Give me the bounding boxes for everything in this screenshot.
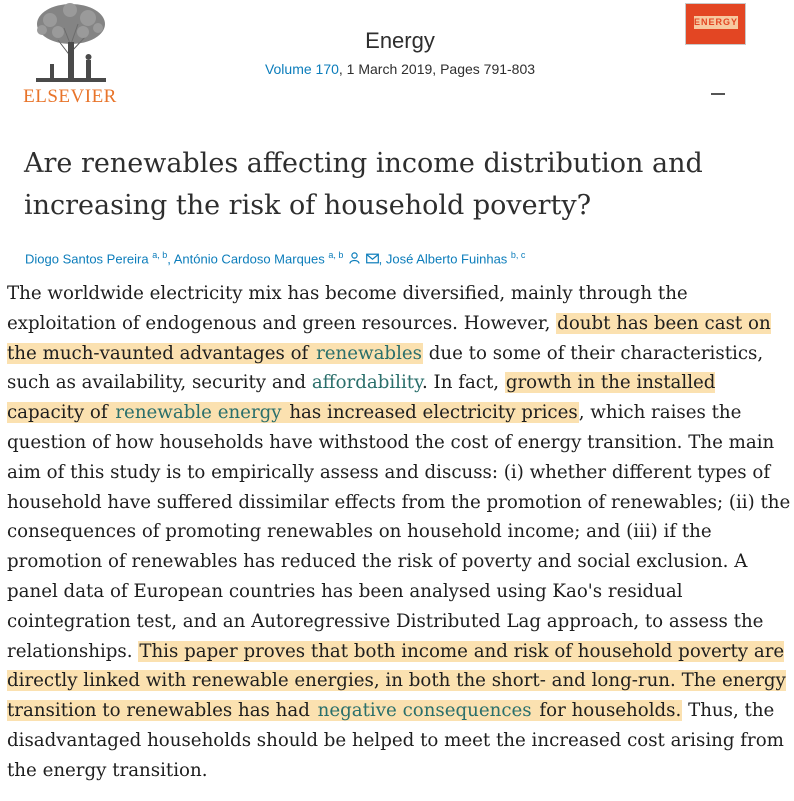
author-link[interactable]: José Alberto Fuinhas bbox=[385, 251, 508, 267]
keyword-link-renewable-energy[interactable]: renewable energy bbox=[115, 402, 282, 424]
author-list bbox=[25, 250, 785, 266]
highlighted-phrase: for households. bbox=[533, 700, 682, 722]
journal-cover-title: ENERGY bbox=[694, 17, 739, 27]
keyword-link-affordability[interactable]: affordability bbox=[311, 372, 422, 394]
publisher-name: ELSEVIER bbox=[23, 86, 117, 107]
abstract-segment: due to some of their characteristics, such as availability, security and bbox=[7, 342, 764, 394]
person-icon[interactable] bbox=[349, 252, 360, 264]
article-title: Are renewables affecting income distribution and increasing the risk of household poverty? bbox=[24, 148, 703, 221]
abstract-text bbox=[7, 279, 791, 786]
mail-icon[interactable] bbox=[366, 253, 379, 264]
citation-details: , 1 March 2019, Pages 791-803 bbox=[338, 61, 536, 77]
author-affiliation[interactable]: a, b bbox=[328, 250, 344, 260]
highlighted-phrase: doubt has been cast on the much-vaunted advantages of bbox=[7, 312, 771, 364]
keyword-link-renewables[interactable]: renewables bbox=[316, 342, 422, 364]
author-link[interactable]: Diogo Santos Pereira bbox=[25, 251, 149, 267]
keyword-link-negative-consequences[interactable]: negative consequences bbox=[317, 700, 532, 722]
highlighted-phrase: has increased electricity prices bbox=[283, 402, 578, 424]
publisher-logo[interactable] bbox=[22, 2, 118, 106]
citation-line bbox=[200, 61, 600, 77]
abstract-segment: , which raises the question of how households have withstood the cost of energy transition. The main aim of this study is to empirically assess and discuss: (i) whether different types of household have suffered dissimilar effects from the promotion of renewables; (ii) the consequences of promoting renewables on household income; and (iii) if the promotion of renewables has reduced the risk of poverty and social exclusion. A panel data of European countries has been analysed using Kao's residual cointegration test, and an Autoregressive Distributed Lag approach, to assess the relationships. bbox=[7, 402, 791, 662]
journal-block bbox=[200, 27, 600, 77]
abstract-segment: The worldwide electricity mix has become diversified, mainly through the exploitation of endogenous and green resources. However, bbox=[7, 283, 688, 334]
author-separator: , bbox=[378, 251, 386, 267]
journal-name-link[interactable]: Energy bbox=[365, 28, 435, 53]
cover-caption-mark bbox=[711, 93, 725, 95]
author-affiliation[interactable]: b, c bbox=[510, 250, 526, 260]
journal-cover-thumbnail[interactable] bbox=[685, 3, 746, 45]
page-header bbox=[0, 0, 794, 130]
volume-link[interactable]: Volume 170 bbox=[264, 61, 339, 77]
author-link[interactable]: António Cardoso Marques bbox=[173, 251, 325, 267]
abstract-segment: Thus, the disadvantaged households should be helped to meet the increased cost arising from the energy transition. bbox=[7, 700, 784, 781]
abstract-segment: . In fact, bbox=[421, 372, 505, 394]
author-affiliation[interactable]: a, b bbox=[152, 250, 168, 260]
author-separator: , bbox=[167, 251, 174, 267]
highlighted-phrase: This paper proves that both income and risk of household poverty are directly linked with renewable energies, in both the short- and long-run. The energy transition to renewables has had bbox=[7, 640, 786, 722]
elsevier-tree-icon bbox=[28, 2, 114, 86]
highlighted-phrase: growth in the installed capacity of bbox=[7, 372, 716, 424]
